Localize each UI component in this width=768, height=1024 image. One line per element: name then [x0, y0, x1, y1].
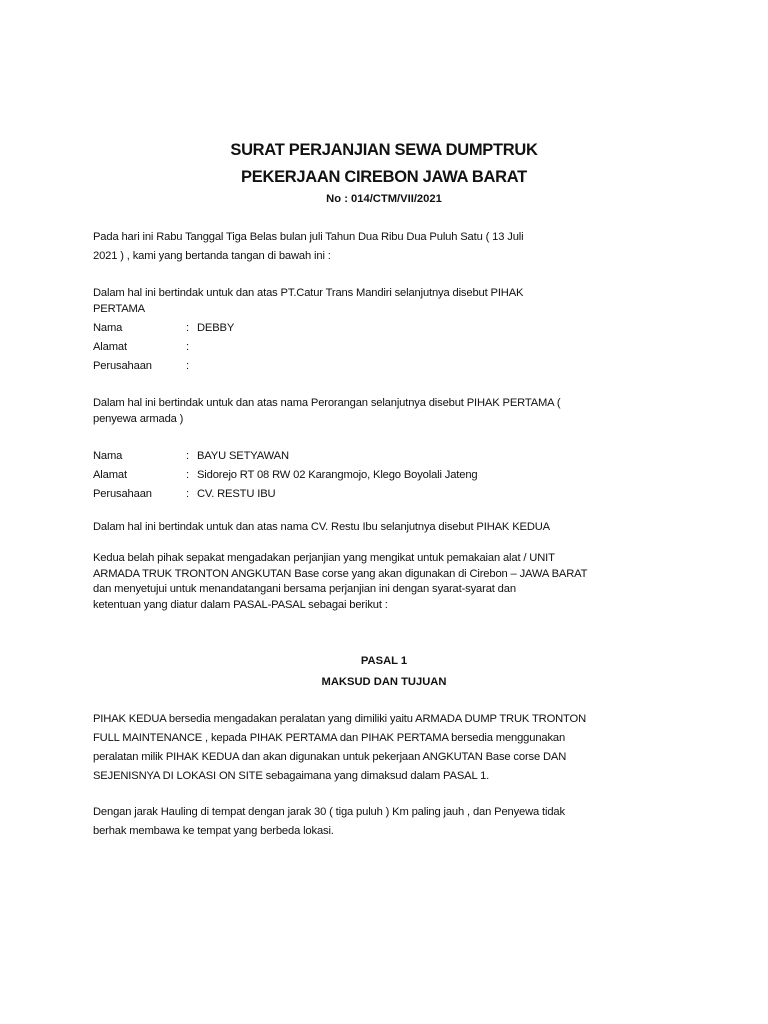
text-line: Dalam hal ini bertindak untuk dan atas nama Perorangan selanjutnya disebut PIHAK PERTAMA (: [93, 397, 561, 409]
text-line: dan menyetujui untuk menandatangani bersama perjanjian ini dengan syarat-syarat dan: [93, 583, 516, 595]
field-colon: :: [186, 360, 189, 372]
text-line: PIHAK KEDUA bersedia mengadakan peralatan yang dimiliki yaitu ARMADA DUMP TRUK TRONTON: [93, 713, 587, 725]
party1-address-row: [93, 338, 197, 357]
party1-company-row: [93, 357, 197, 376]
party1-intro-paragraph: [93, 286, 677, 317]
text-line: ketentuan yang diatur dalam PASAL-PASAL sebagai berikut :: [93, 598, 388, 611]
document-title: SURAT PERJANJIAN SEWA DUMPTRUK: [230, 141, 538, 159]
party2-address-row: [93, 466, 477, 485]
field-colon: :: [186, 469, 189, 481]
field-label: Alamat: [93, 469, 127, 481]
document-subtitle: PEKERJAAN CIREBON JAWA BARAT: [241, 168, 527, 186]
text-line: ARMADA TRUK TRONTON ANGKUTAN Base corse yang akan digunakan di Cirebon – JAWA BARAT: [93, 567, 588, 580]
field-colon: :: [186, 322, 189, 334]
pasal-title: MAKSUD DAN TUJUAN: [321, 676, 447, 688]
text-line: Pada hari ini Rabu Tanggal Tiga Belas bulan juli Tahun Dua Ribu Dua Puluh Satu ( 13 Juli: [93, 231, 524, 243]
field-label: Nama: [93, 450, 123, 462]
text-line: peralatan milik PIHAK KEDUA dan akan digunakan untuk pekerjaan ANGKUTAN Base corse DAN: [93, 751, 567, 763]
text-line: berhak membawa ke tempat yang berbeda lokasi.: [93, 825, 334, 837]
pasal-heading: PASAL 1: [360, 655, 408, 667]
text-line: Kedua belah pihak sepakat mengadakan perjanjian yang mengikat untuk pemakaian alat / UNIT: [93, 552, 555, 564]
field-colon: :: [186, 488, 189, 500]
document-number: No : 014/CTM/VII/2021: [326, 193, 442, 205]
field-value: Sidorejo RT 08 RW 02 Karangmojo, Klego Boyolali Jateng: [197, 469, 478, 481]
field-label: Alamat: [93, 341, 127, 353]
party1-name-row: [93, 319, 234, 338]
text-line: FULL MAINTENANCE , kepada PIHAK PERTAMA dan PIHAK PERTAMA bersedia menggunakan: [93, 732, 566, 744]
distance-paragraph: [93, 803, 677, 841]
text-line: penyewa armada ): [93, 412, 184, 425]
text-line: PERTAMA: [93, 302, 145, 315]
text-line: SEJENISNYA DI LOKASI ON SITE sebagaimana yang dimaksud dalam PASAL 1.: [93, 770, 490, 782]
party2-name-row: [93, 447, 289, 466]
text-line: Dengan jarak Hauling di tempat dengan jarak 30 ( tiga puluh ) Km paling jauh , dan Penyewa tidak: [93, 806, 565, 818]
text-line: 2021 ) , kami yang bertanda tangan di bawah ini :: [93, 250, 331, 262]
field-value: BAYU SETYAWAN: [197, 450, 289, 462]
party2-company-row: [93, 485, 275, 504]
field-value: CV. RESTU IBU: [197, 488, 276, 500]
field-colon: :: [186, 341, 189, 353]
text-line: Dalam hal ini bertindak untuk dan atas PT.Catur Trans Mandiri selanjutnya disebut PIHAK: [93, 287, 524, 299]
field-label: Perusahaan: [93, 488, 152, 500]
field-label: Nama: [93, 322, 123, 334]
party1-role-paragraph: [93, 396, 677, 427]
field-colon: :: [186, 450, 189, 462]
agreement-paragraph: [93, 551, 677, 613]
party2-role-paragraph: Dalam hal ini bertindak untuk dan atas nama CV. Restu Ibu selanjutnya disebut PIHAK KEDUA: [93, 521, 550, 533]
pasal-body-paragraph: [93, 710, 677, 786]
field-label: Perusahaan: [93, 360, 152, 372]
field-value: DEBBY: [197, 322, 235, 334]
opening-paragraph: [93, 228, 677, 266]
